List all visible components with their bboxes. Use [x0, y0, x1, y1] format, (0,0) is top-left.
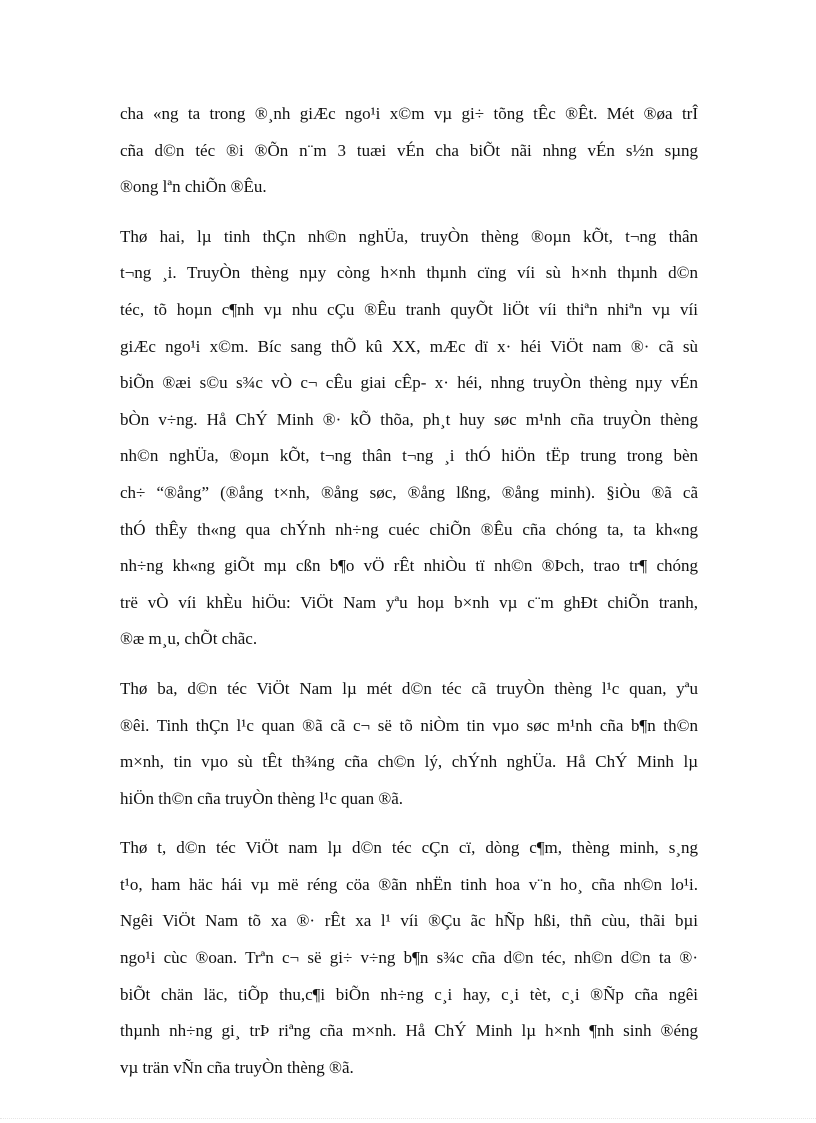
text-line: Thø t, d©n téc ViÖt nam lµ d©n téc cÇn cï, dòng c¶m, thèng minh, s¸ng [120, 838, 698, 858]
text-line: Ngêi ViÖt Nam tõ xa ®· rÊt xa l¹ víi ®Çu ãc hÑp hßi, thñ cùu, thãi bµi [120, 911, 698, 931]
text-line: nh÷ng kh«ng giÕt mµ cßn b¶o vÖ rÊt nhiÒu tï nh©n ®Þch, trao tr¶ chóng [120, 556, 698, 576]
text-line: giÆc ngo¹i x©m. Bíc sang thÕ kû XX, mÆc dï x· héi ViÖt nam ®· cã sù [120, 336, 698, 356]
text-line: ngo¹i cùc ®oan. Trªn c¬ së gi÷ v÷ng b¶n s¾c cña d©n téc, nh©n d©n ta ®· [120, 948, 698, 968]
text-line: Thø ba, d©n téc ViÖt Nam lµ mét d©n téc cã truyÒn thèng l¹c quan, yªu [120, 678, 698, 698]
text-line: biÕt chän läc, tiÕp thu,c¶i biÕn nh÷ng c¸i hay, c¸i tèt, c¸i ®Ñp cña ngêi [120, 984, 698, 1004]
paragraph [120, 219, 698, 658]
text-line: bÒn v÷ng. Hå ChÝ Minh ®· kÕ thõa, ph¸t huy søc m¹nh cña truyÒn thèng [120, 409, 698, 429]
text-line: téc, tõ hoµn c¶nh vµ nhu cÇu ®Êu tranh quyÕt liÖt víi thiªn nhiªn vµ víi [120, 299, 698, 319]
paragraph [120, 830, 698, 1086]
text-line: vµ trän vÑn cña truyÒn thèng ®ã. [120, 1057, 354, 1077]
text-line: t¬ng ¸i. TruyÒn thèng nµy còng h×nh thµnh cïng víi sù h×nh thµnh d©n [120, 263, 698, 283]
text-line: Thø hai, lµ tinh thÇn nh©n nghÜa, truyÒn thèng ®oµn kÕt, t¬ng thân [120, 226, 698, 246]
text-line: thÓ thÊy th«ng qua chÝnh nh÷ng cuéc chiÕn ®Êu cña chóng ta, ta kh«ng [120, 519, 698, 539]
text-line: cha «ng ta trong ®¸nh giÆc ngo¹i x©m vµ gi÷ tõng tÊc ®Êt. Mét ®øa trÎ [120, 104, 698, 123]
text-line: t¹o, ham häc hái vµ më réng cöa ®ãn nhËn tinh hoa v¨n ho¸ cña nh©n lo¹i. [120, 874, 698, 894]
text-line: thµnh nh÷ng gi¸ trÞ riªng cña m×nh. Hå ChÝ Minh lµ h×nh ¶nh sinh ®éng [120, 1021, 698, 1041]
text-line: ®ong lªn chiÕn ®Êu. [120, 177, 267, 197]
text-line: hiÖn th©n cña truyÒn thèng l¹c quan ®ã. [120, 788, 404, 808]
text-line: biÕn ®æi s©u s¾c vÒ c¬ cÊu giai cÊp- x· héi, nhng truyÒn thèng nµy vÉn [120, 373, 698, 393]
text-line: nh©n nghÜa, ®oµn kÕt, t¬ng thân t¬ng ¸i thÓ hiÖn tËp trung trong bèn [120, 446, 698, 466]
text-line: trë vÒ víi khÈu hiÖu: ViÖt Nam yªu hoµ b×nh vµ c¨m ghÐt chiÕn tranh, [120, 592, 698, 612]
page-bottom-rule [0, 1118, 816, 1119]
paragraph [120, 671, 698, 817]
body-text [120, 96, 698, 1099]
text-line: ®æ m¸u, chÕt chãc. [120, 629, 258, 649]
text-line: m×nh, tin vµo sù tÊt th¾ng cña ch©n lý, chÝnh nghÜa. Hå ChÝ Minh lµ [120, 752, 698, 772]
text-line: ch÷ “®ång” (®ång t×nh, ®ång søc, ®ång lßng, ®ång minh). §iÒu ®ã cã [120, 482, 698, 502]
text-line: cña d©n téc ®i ®Õn n¨m 3 tuæi vÉn cha biÕt nãi nhng vÉn s½n sµng [120, 140, 698, 160]
text-line: ®êi. Tinh thÇn l¹c quan ®ã cã c¬ së tõ niÒm tin vµo søc m¹nh cña b¶n th©n [120, 715, 698, 735]
paragraph [120, 96, 698, 206]
